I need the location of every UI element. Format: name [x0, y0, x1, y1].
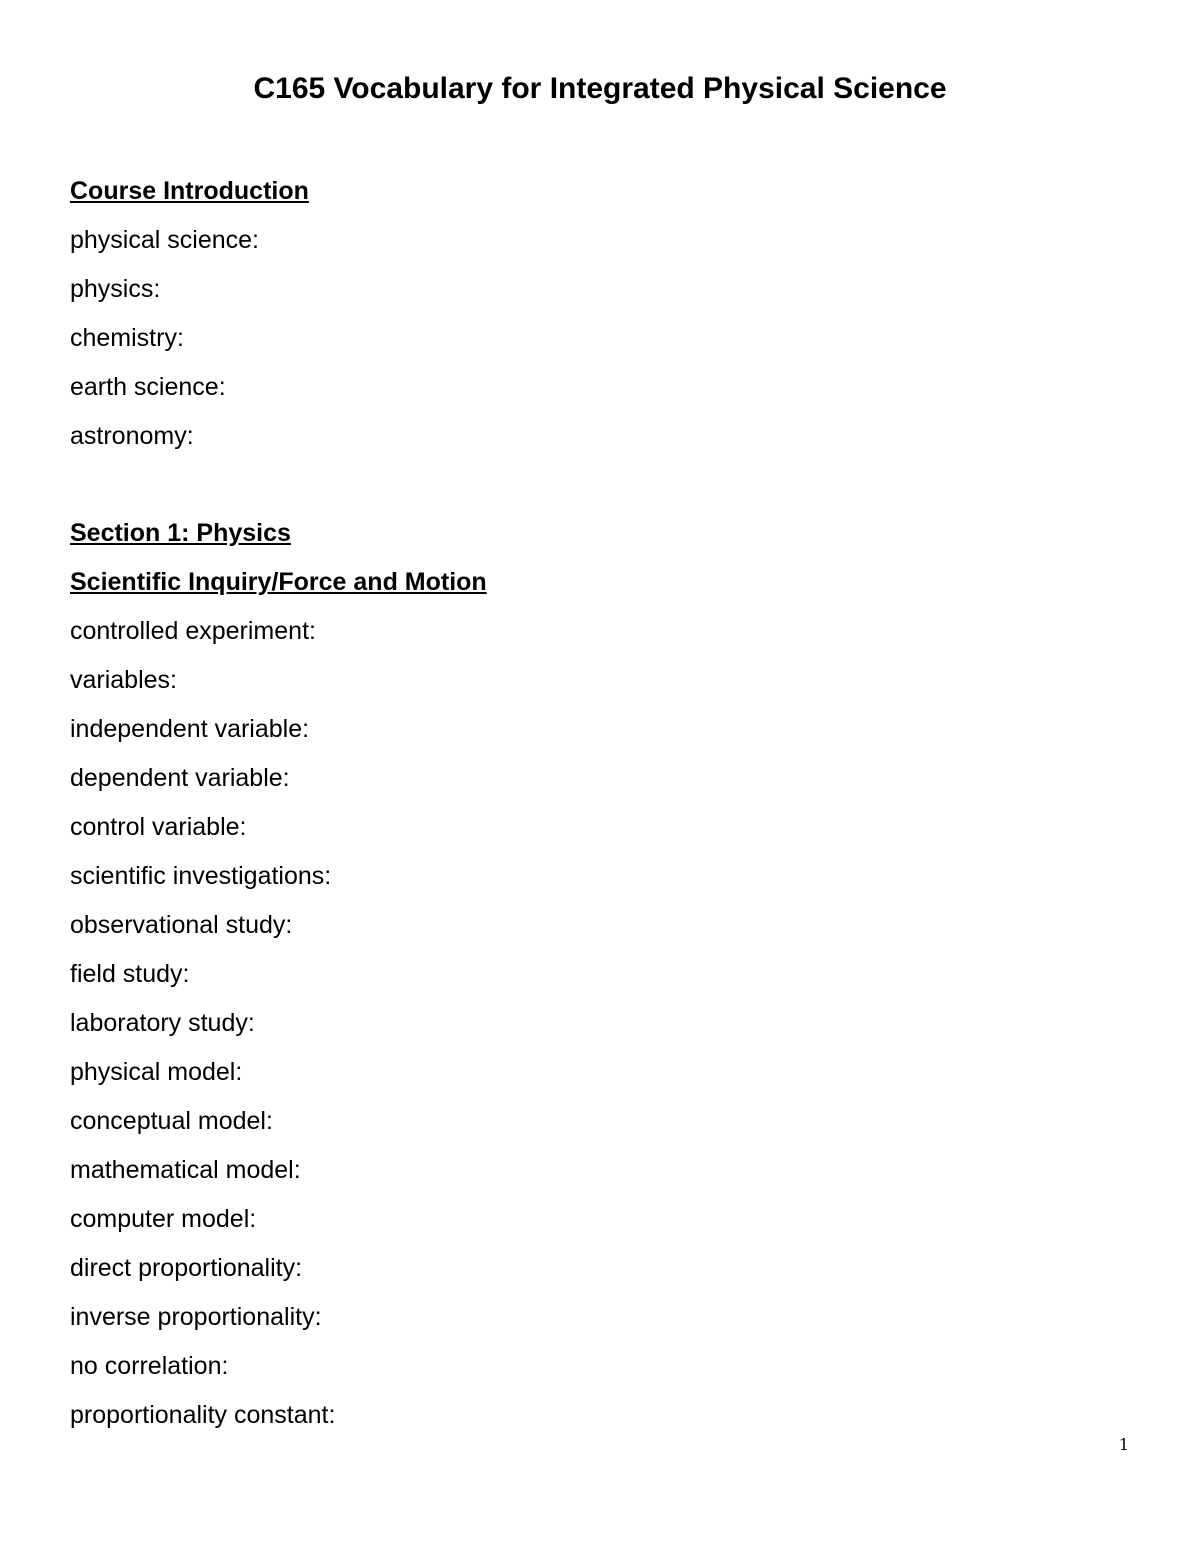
- vocab-term: observational study:: [70, 911, 293, 939]
- vocab-term: direct proportionality:: [70, 1254, 303, 1282]
- vocab-term: conceptual model:: [70, 1107, 273, 1135]
- vocab-term: field study:: [70, 960, 190, 988]
- vocab-term: physical model:: [70, 1058, 243, 1086]
- section-1-physics: [70, 509, 487, 1440]
- section-subheading: Scientific Inquiry/Force and Motion: [70, 568, 487, 596]
- vocab-term: proportionality constant:: [70, 1401, 336, 1429]
- vocab-term: computer model:: [70, 1205, 257, 1233]
- vocab-term: mathematical model:: [70, 1156, 301, 1184]
- page-number: 1: [1118, 1435, 1129, 1454]
- vocab-term: physics:: [70, 275, 161, 303]
- vocab-term: astronomy:: [70, 422, 194, 450]
- vocab-term: scientific investigations:: [70, 862, 332, 890]
- section-heading: Course Introduction: [70, 177, 309, 205]
- vocab-term: chemistry:: [70, 324, 184, 352]
- page-title: C165 Vocabulary for Integrated Physical Science: [253, 72, 947, 105]
- section-heading: Section 1: Physics: [70, 519, 291, 547]
- vocab-term: control variable:: [70, 813, 247, 841]
- vocab-term: earth science:: [70, 373, 226, 401]
- vocab-term: independent variable:: [70, 715, 310, 743]
- course-introduction-section: [70, 167, 309, 461]
- vocab-term: controlled experiment:: [70, 617, 316, 645]
- vocab-term: laboratory study:: [70, 1009, 255, 1037]
- vocab-term: inverse proportionality:: [70, 1303, 322, 1331]
- vocab-term: physical science:: [70, 226, 259, 254]
- vocab-term: variables:: [70, 666, 177, 694]
- vocab-term: no correlation:: [70, 1352, 229, 1380]
- vocab-term: dependent variable:: [70, 764, 290, 792]
